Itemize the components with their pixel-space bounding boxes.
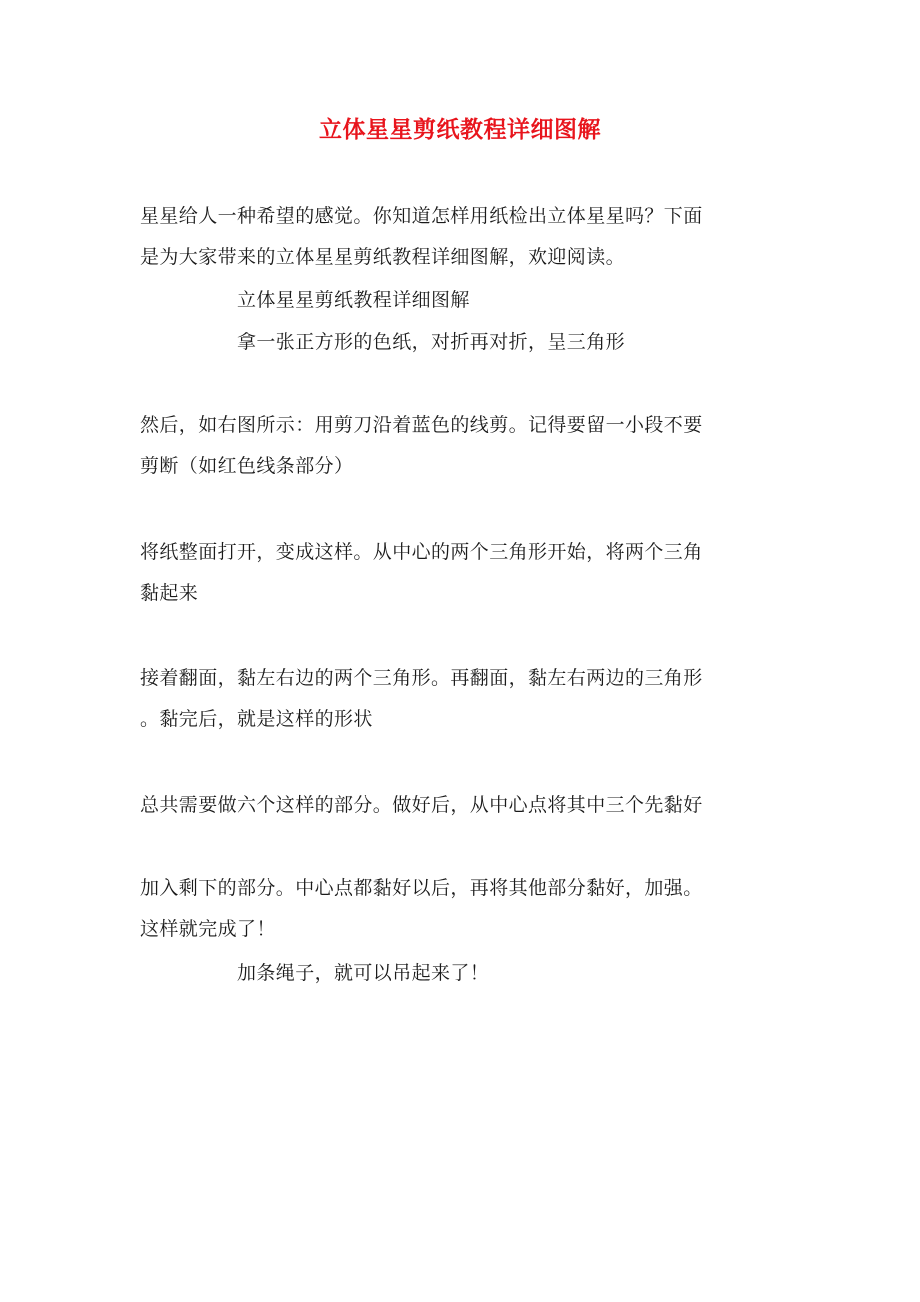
step-4-paragraph (140, 658, 780, 740)
step-4-line-1: 接着翻面，黏左右边的两个三角形。再翻面，黏左右两边的三角形 (140, 667, 703, 689)
intro-line-1: 星星给人一种希望的感觉。你知道怎样用纸检出立体星星吗？下面 (140, 205, 703, 227)
step-6-line-2: 这样就完成了！ (140, 918, 276, 940)
section-subtitle: 立体星星剪纸教程详细图解 (237, 289, 470, 311)
step-3-paragraph (140, 532, 780, 614)
step-6-line-1: 加入剩下的部分。中心点都黏好以后，再将其他部分黏好，加强。 (140, 877, 703, 899)
step-6-paragraph (140, 868, 780, 950)
step-2-paragraph (140, 405, 780, 487)
intro-line-2: 是为大家带来的立体星星剪纸教程详细图解，欢迎阅读。 (140, 246, 626, 268)
step-4-line-2: 。黏完后，就是这样的形状 (140, 708, 373, 730)
step-2-line-1: 然后，如右图所示：用剪刀沿着蓝色的线剪。记得要留一小段不要 (140, 414, 703, 436)
step-7-paragraph: 加条绳子，就可以吊起来了！ (237, 962, 490, 984)
intro-paragraph (140, 196, 780, 278)
step-1-paragraph: 拿一张正方形的色纸，对折再对折，呈三角形 (237, 331, 626, 353)
document-title: 立体星星剪纸教程详细图解 (319, 116, 601, 143)
step-3-line-2: 黏起来 (140, 582, 199, 604)
step-5-paragraph (140, 785, 780, 826)
step-3-line-1: 将纸整面打开，变成这样。从中心的两个三角形开始，将两个三角 (140, 541, 703, 563)
step-5-line-1: 总共需要做六个这样的部分。做好后，从中心点将其中三个先黏好 (140, 794, 703, 816)
step-2-line-2: 剪断（如红色线条部分） (140, 455, 354, 477)
